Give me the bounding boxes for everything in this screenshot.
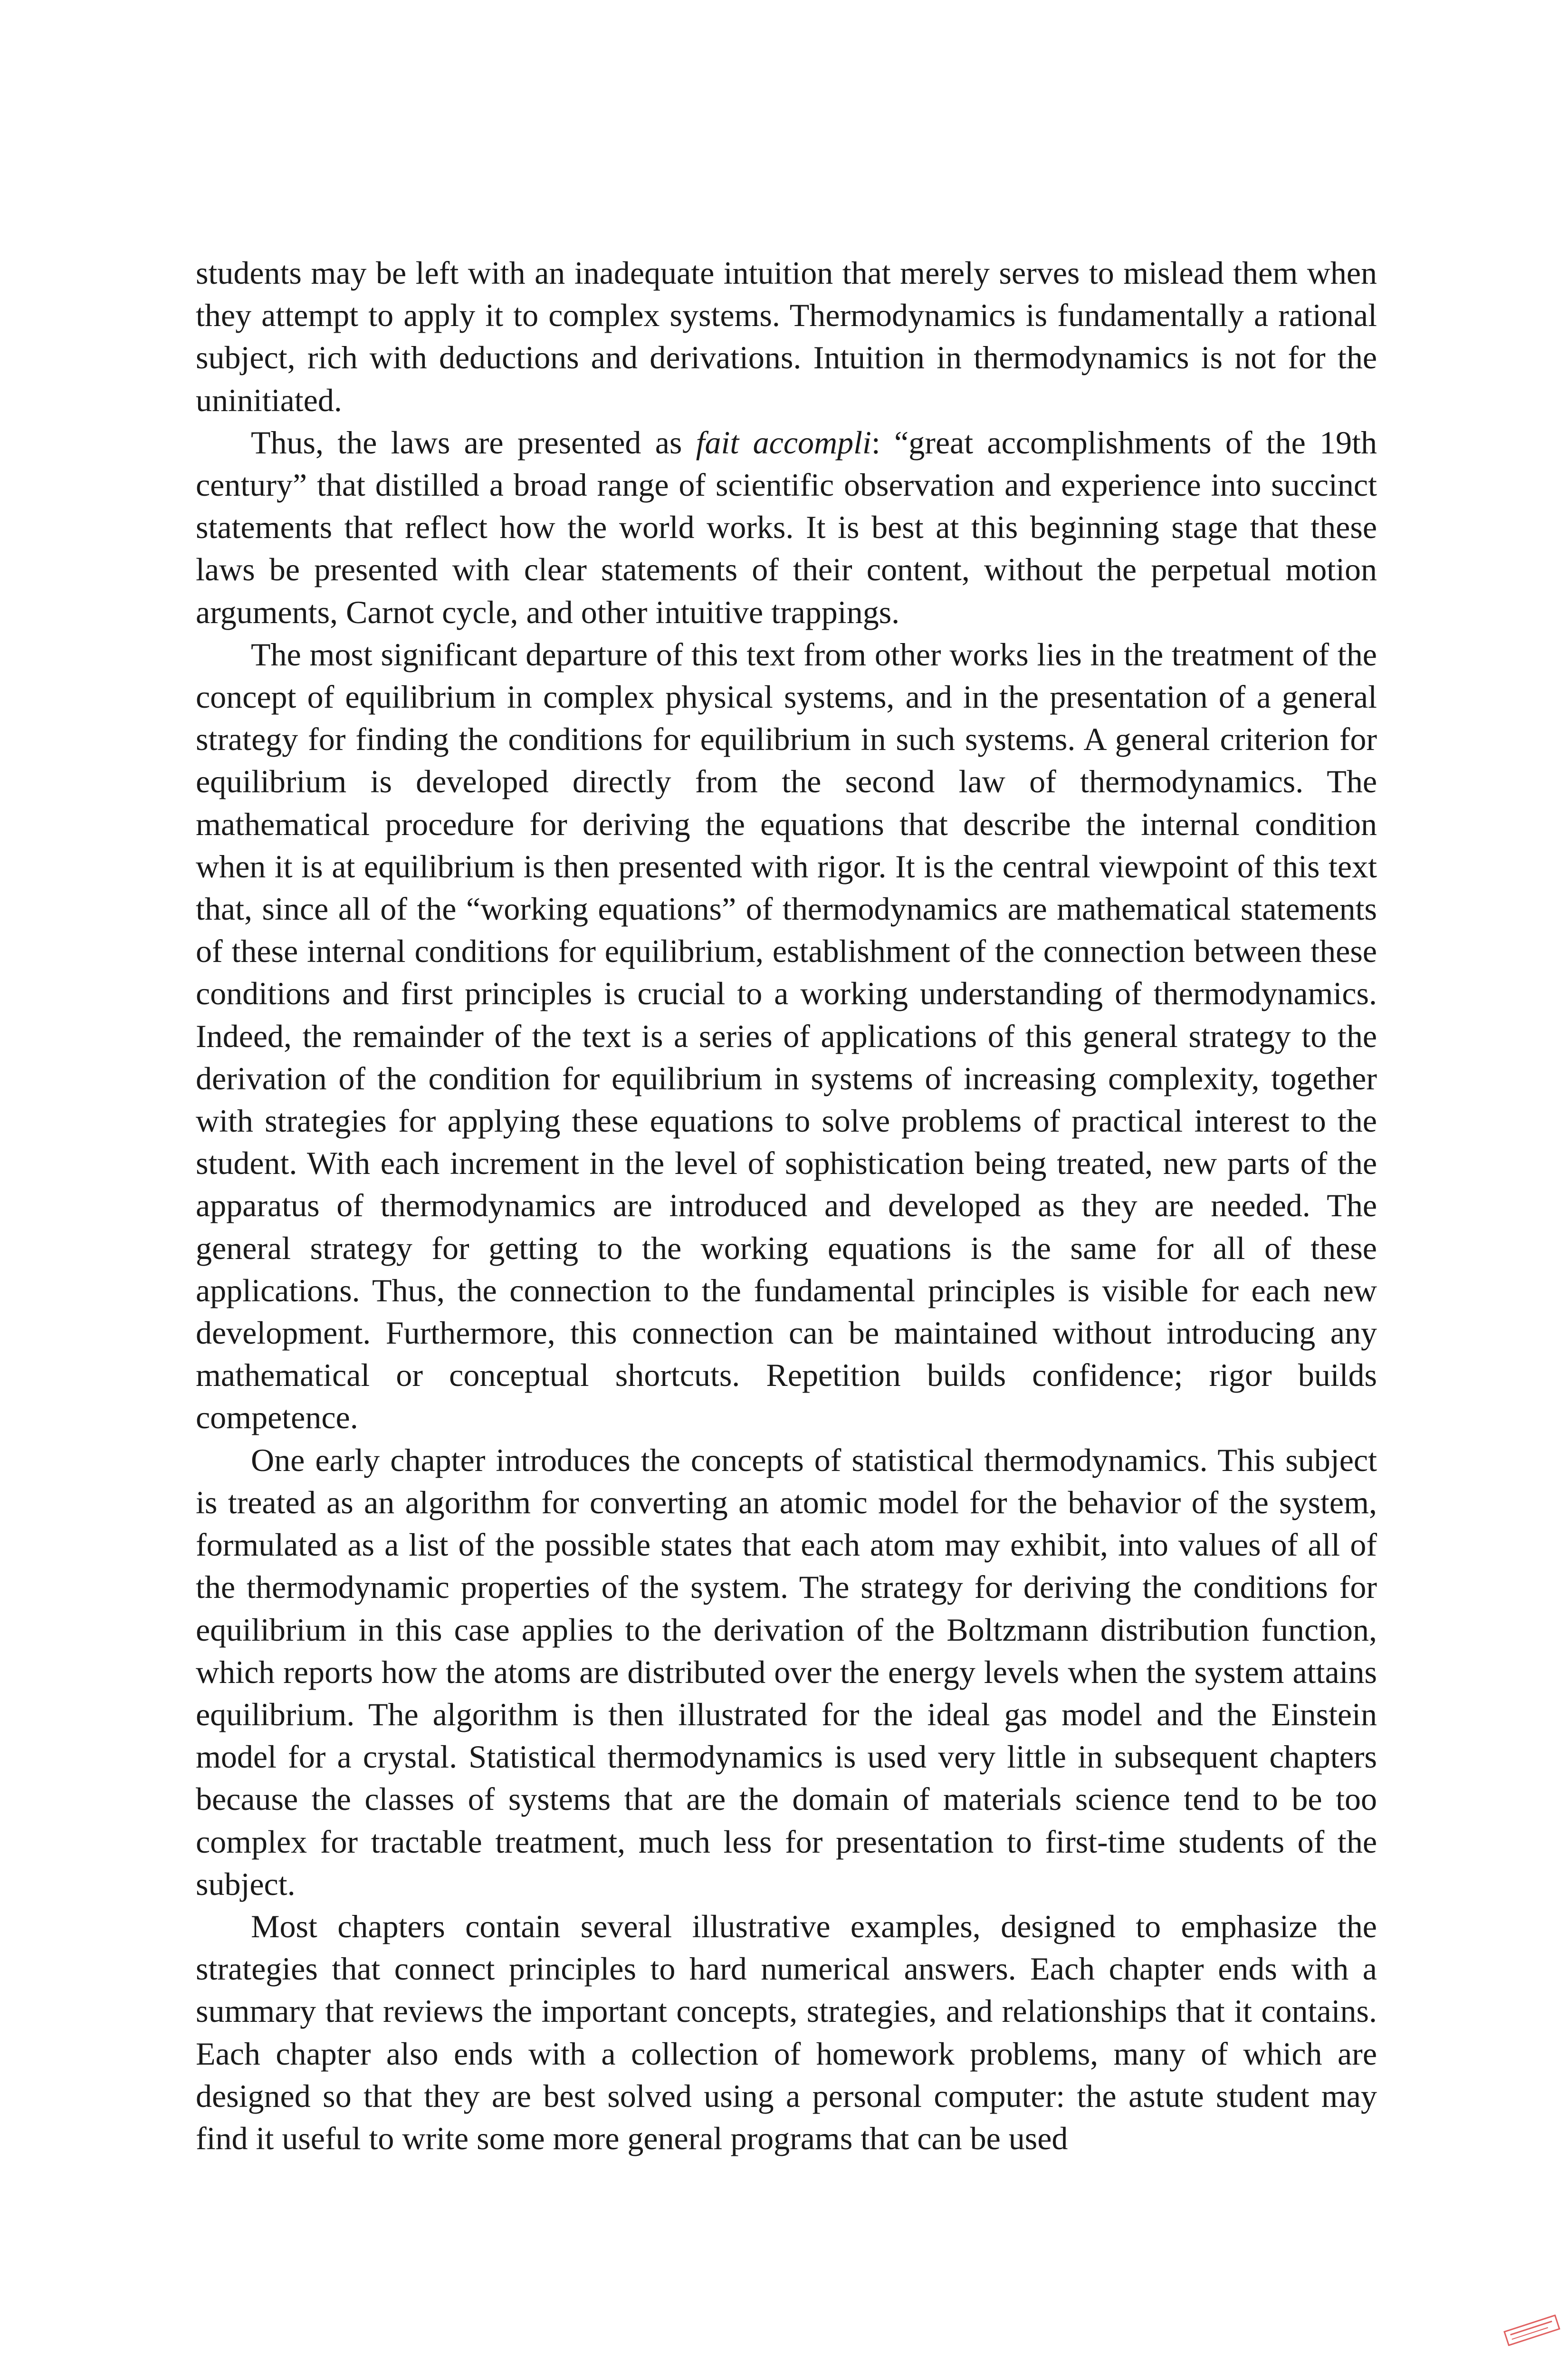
paragraph-equilibrium: The most significant departure of this text from other works lies in the treatment of the concept of equilibrium in complex physical systems, and in the presentation of a general strategy for finding the conditions for equilibrium in such systems. A general criterion for equilibrium is developed directly from the second law of thermodynamics. The mathematical procedure for deriving the equations that describe the internal condition when it is at equilibrium is then presented with rigor. It is the central viewpoint of this text that, since all of the “working equations” of thermodynamics are mathematical statements of these internal conditions for equilibrium, establishment of the connection between these conditions and first principles is crucial to a working understanding of thermodynamics. Indeed, the remainder of the text is a series of applications of this general strategy to the derivation of the condition for equilibrium in systems of increasing complexity, together with strategies for applying these equations to solve problems of practical interest to the student. With each increment in the level of sophistication being treated, new parts of the apparatus of thermodynamics are introduced and developed as they are needed. The general strategy for getting to the working equations is the same for all of these applications. Thus, the connection to the fundamental principles is visible for each new development. Furthermore, this connection can be maintained without introducing any mathematical or conceptual shortcuts. Repetition builds confidence; rigor builds competence. (196, 636, 1377, 1436)
paragraph-laws-italic: fait accompli (696, 424, 871, 461)
paragraph-laws (196, 422, 1377, 634)
watermark-stamp-icon (1501, 2315, 1563, 2346)
paragraph-intuition: students may be left with an inadequate intuition that merely serves to mislead them when they attempt to apply it to complex systems. Thermodynamics is fundamentally a rational subject, rich with deductions and derivations. Intuition in thermodynamics is not for the uninitiated. (196, 255, 1377, 418)
paragraph-examples: Most chapters contain several illustrative examples, designed to emphasize the strategies that connect principles to hard numerical answers. Each chapter ends with a summary that reviews the important concepts, strategies, and relationships that it contains. Each chapter also ends with a collection of homework problems, many of which are designed so that they are best solved using a personal computer: the astute student may find it useful to write some more general programs that can be used (196, 1908, 1377, 2156)
paragraph-laws-lead: Thus, the laws are presented as (251, 424, 696, 461)
paragraph-laws-rest: : “great accomplishments of the 19th century” that distilled a broad range of scientific observation and experience into succinct statements that reflect how the world works. It is best at this beginning stage that these laws be presented with clear statements of their content, without the perpetual motion arguments, Carnot cycle, and other intuitive trappings. (196, 424, 1377, 630)
paragraph-statistical: One early chapter introduces the concepts of statistical thermodynamics. This subject is treated as an algorithm for converting an atomic model for the behavior of the system, formulated as a list of the possible states that each atom may exhibit, into values of all of the thermodynamic properties of the system. The strategy for deriving the conditions for equilibrium in this case applies to the derivation of the Boltzmann distribution function, which reports how the atoms are distributed over the energy levels when the system attains equilibrium. The algorithm is then illustrated for the ideal gas model and the Einstein model for a crystal. Statistical thermodynamics is used very little in subsequent chapters because the classes of systems that are the domain of materials science tend to be too complex for tractable treatment, much less for presentation to first-time students of the subject. (196, 1442, 1377, 1902)
body-text (196, 252, 1377, 2160)
